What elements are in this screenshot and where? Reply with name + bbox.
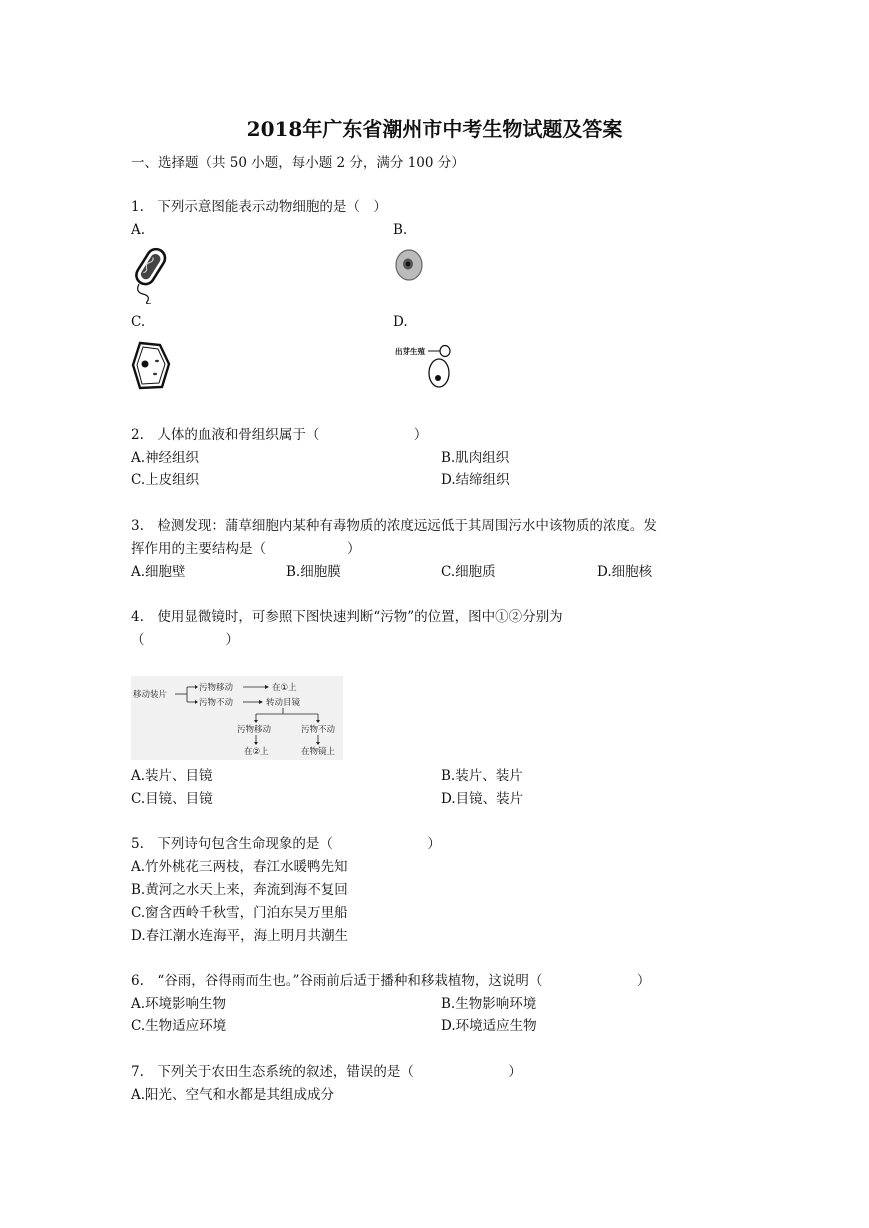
q1-option-a[interactable]: A. [131, 222, 146, 238]
q3-option-a[interactable]: A.细胞壁 [131, 564, 186, 580]
q3-option-c[interactable]: C.细胞质 [441, 564, 496, 580]
flow-result-2: 在②上 [244, 747, 269, 757]
q4-option-d[interactable]: D.目镜、装片 [441, 791, 524, 807]
q5-option-a[interactable]: A.竹外桃花三两枝，春江水暖鸭先知 [131, 859, 348, 875]
flow-root: 移动装片 [133, 690, 168, 700]
question-3-stem-line1: 3. 检测发现：蒲草细胞内某种有毒物质的浓度远远低于其周围污水中该物质的浓度。发 [131, 518, 657, 534]
q3-option-b[interactable]: B.细胞膜 [286, 564, 341, 580]
question-5-stem: 5. 下列诗句包含生命现象的是（ ） [131, 836, 441, 852]
microscope-dirt-flowchart [131, 676, 343, 760]
budding-label: 出芽生殖 [395, 347, 425, 356]
question-7-stem: 7. 下列关于农田生态系统的叙述，错误的是（ ） [131, 1064, 522, 1080]
q5-option-c[interactable]: C.窗含西岭千秋雪，门泊东吴万里船 [131, 905, 348, 921]
q5-option-b[interactable]: B.黄河之水天上来，奔流到海不复回 [131, 882, 348, 898]
flow-branch-3: 污物移动 [237, 725, 272, 735]
flow-step-2: 转动目镜 [266, 698, 301, 708]
q2-option-a[interactable]: A.神经组织 [131, 450, 200, 466]
flow-branch-2: 污物不动 [199, 698, 234, 708]
flow-result-3: 在物镜上 [301, 747, 336, 757]
q6-option-d[interactable]: D.环境适应生物 [441, 1018, 537, 1034]
q6-option-c[interactable]: C.生物适应环境 [131, 1018, 227, 1034]
q5-option-d[interactable]: D.春江潮水连海平，海上明月共潮生 [131, 928, 349, 944]
flow-result-1: 在①上 [272, 683, 297, 693]
question-6-stem: 6. “谷雨，谷得雨而生也。”谷雨前后适于播种和移栽植物，这说明（ ） [131, 973, 651, 989]
q4-option-b[interactable]: B.装片、装片 [441, 768, 523, 784]
animal-cell-icon [393, 246, 427, 284]
q3-option-d[interactable]: D.细胞核 [597, 564, 653, 580]
flow-branch-1: 污物移动 [199, 683, 234, 693]
q2-option-b[interactable]: B.肌肉组织 [441, 450, 510, 466]
yeast-cell-icon [394, 340, 454, 392]
q1-option-d[interactable]: D. [393, 314, 408, 330]
q6-option-a[interactable]: A.环境影响生物 [131, 996, 227, 1012]
question-2-stem: 2. 人体的血液和骨组织属于（ ） [131, 427, 428, 443]
q1-option-b[interactable]: B. [393, 222, 408, 238]
page-title: 2018年广东省潮州市中考生物试题及答案 [246, 117, 623, 141]
bacterium-cell-icon [131, 246, 171, 304]
section-heading: 一、选择题（共 50 小题，每小题 2 分，满分 100 分） [131, 155, 465, 171]
question-4-stem-line1: 4. 使用显微镜时，可参照下图快速判断“污物”的位置，图中①②分别为 [131, 609, 563, 625]
q2-option-c[interactable]: C.上皮组织 [131, 472, 200, 488]
question-1-stem: 1. 下列示意图能表示动物细胞的是（ ） [131, 199, 387, 215]
q4-option-c[interactable]: C.目镜、目镜 [131, 791, 213, 807]
plant-cell-icon [130, 340, 172, 392]
flow-branch-4: 污物不动 [301, 725, 336, 735]
q2-option-d[interactable]: D.结缔组织 [441, 472, 510, 488]
question-3-stem-line2: 挥作用的主要结构是（ ） [131, 541, 361, 557]
q1-option-c[interactable]: C. [131, 314, 146, 330]
question-4-stem-line2: （ ） [131, 632, 239, 648]
q6-option-b[interactable]: B.生物影响环境 [441, 996, 537, 1012]
q4-option-a[interactable]: A.装片、目镜 [131, 768, 213, 784]
q7-option-a[interactable]: A.阳光、空气和水都是其组成成分 [131, 1087, 335, 1103]
